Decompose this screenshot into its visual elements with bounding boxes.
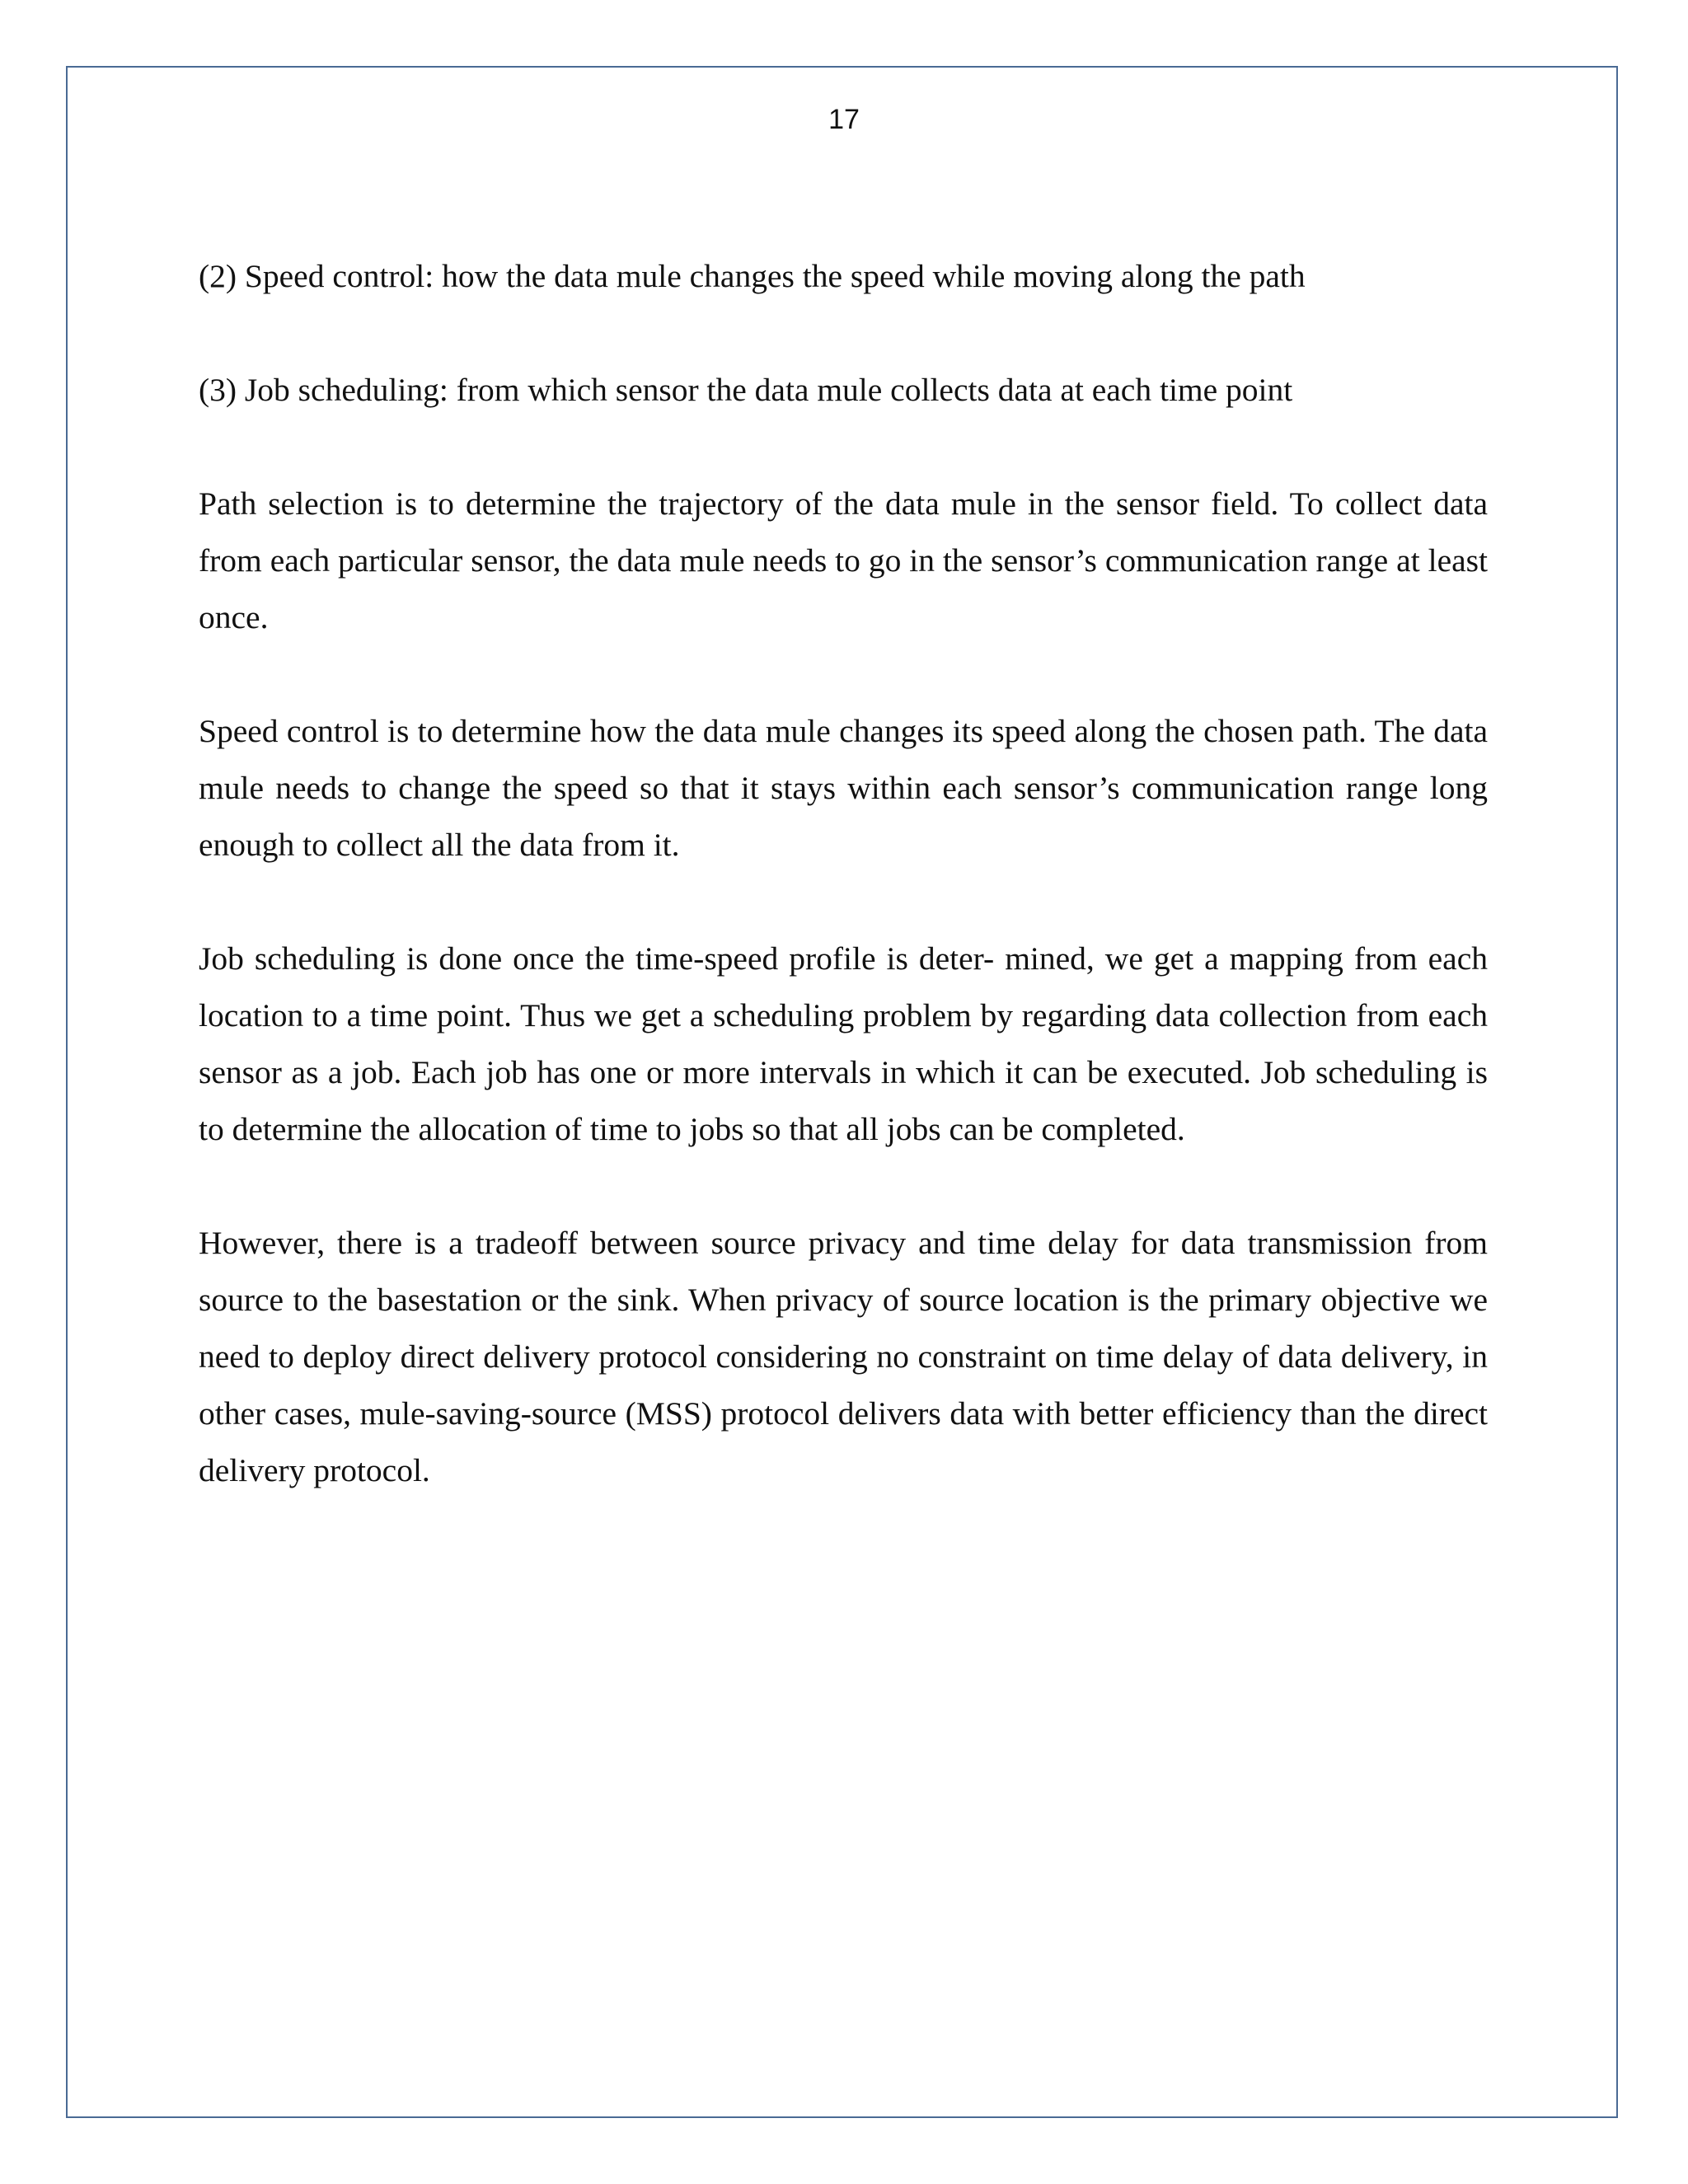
body-text — [199, 248, 1488, 1556]
paragraph-path-selection: Path selection is to determine the trajectory of the data mule in the sensor field. To collect data from each particular sensor, the data mule needs to go in the sensor’s communication range at least once. — [199, 485, 1488, 635]
paragraph-job-scheduling: Job scheduling is done once the time-speed profile is deter- mined, we get a mapping from each location to a time point. Thus we get a scheduling problem by regarding data collection from each sensor as a job. Each job has one or more intervals in which it can be executed. Job scheduling is to determine the allocation of time to jobs so that all jobs can be completed. — [199, 940, 1488, 1147]
paragraph-tradeoff: However, there is a tradeoff between source privacy and time delay for data transmission from source to the basestation or the sink. When privacy of source location is the primary objective we need to deploy direct delivery protocol considering no constraint on time delay of data delivery, in other cases, mule-saving-source (MSS) protocol delivers data with better efficiency than the direct delivery protocol. — [199, 1225, 1488, 1488]
paragraph-speed-control: Speed control is to determine how the data mule changes its speed along the chosen path. The data mule needs to change the speed so that it stays within each sensor’s communication range long enough to collect all the data from it. — [199, 713, 1488, 863]
page-number: 17 — [828, 104, 860, 135]
paragraph-job-scheduling-item: (3) Job scheduling: from which sensor the data mule collects data at each time point — [199, 372, 1293, 408]
paragraph-speed-control-item: (2) Speed control: how the data mule changes the speed while moving along the path — [199, 258, 1306, 294]
